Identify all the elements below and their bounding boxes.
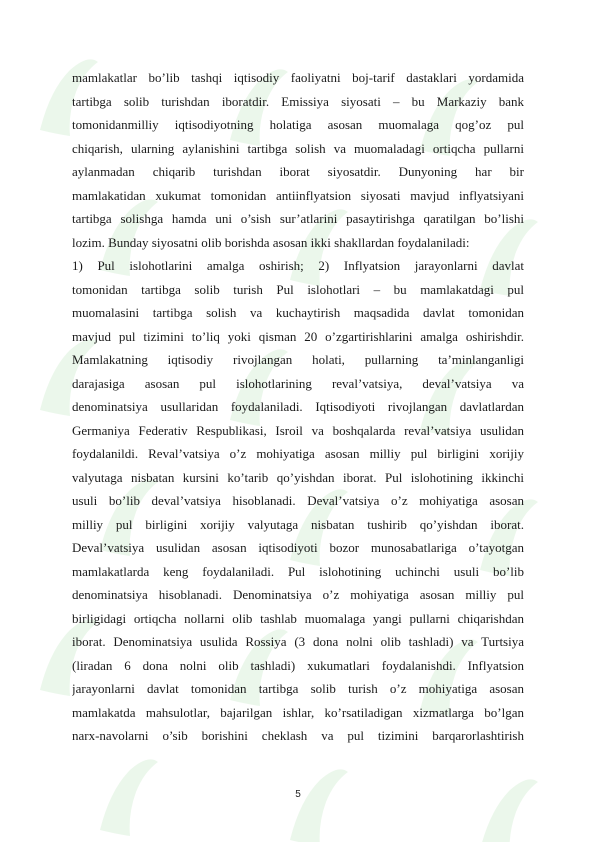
text-line: 1) Pul islohotlarini amalga oshirish; 2) Inflyatsion jarayonlarni davlat xyxy=(72,258,524,273)
text-line: tomonidanmilliy iqtisodiyotning holatiga asosan muomalaga qog’oz pul xyxy=(72,117,524,132)
text-line: muomalasini tartibga solish va kuchaytirish maqsadida davlat tomonidan xyxy=(72,305,524,320)
text-line: Mamlakatning iqtisodiy rivojlangan holati, pullarning ta’minlanganligi xyxy=(72,352,524,367)
text-line: denominatsiya usullaridan foydalaniladi. Iqtisodiyoti rivojlangan davlatlardan xyxy=(72,399,524,414)
text-line: (liradan 6 dona nolni olib tashladi) xukumatlari foydalanishdi. Inflyatsion xyxy=(72,657,524,673)
text-line: milliy pul birligini xorijiy valyutaga nisbatan tushirib qo’yishdan iborat. xyxy=(72,516,524,532)
text-line: lozim. Bunday siyosatni olib borishda asosan ikki shakllardan foydalaniladi: xyxy=(72,234,470,250)
watermark-leaf-shape xyxy=(290,769,348,842)
text-line: tartibga solib turishdan iboratdir. Emissiya siyosati – bu Markaziy bank xyxy=(72,93,524,109)
text-line: tomonidan tartibga solib turish Pul islohotlari – bu mamlakatdagi pul xyxy=(72,281,524,297)
page-number: 5 xyxy=(295,789,301,800)
text-line: narx-navolarni o’sib borishini cheklash va pul tizimini barqarorlashtirish xyxy=(72,728,524,743)
text-line: birligidagi ortiqcha nollarni olib tashlab muomalaga yangi pullarni chiqarishdan xyxy=(72,610,524,626)
text-line: denominatsiya hisoblanadi. Denominatsiya o’z mohiyatiga asosan milliy pul xyxy=(72,587,524,602)
text-line: mamlakatlarda keng foydalaniladi. Pul islohotining uchinchi usuli bo’lib xyxy=(72,563,524,579)
text-line: aylanmadan chiqarib turishdan iborat siyosatdir. Dunyoning har bir xyxy=(72,164,524,179)
text-line: mamlakatidan xukumat tomonidan antiinflyatsion siyosati mavjud inflyatsiyani xyxy=(72,187,524,203)
text-line: chiqarish, ularning aylanishini tartibga solish va muomaladagi ortiqcha pullarni xyxy=(72,140,524,156)
text-line: darajasiga asosan pul islohotlarining reval’vatsiya, deval’vatsiya va xyxy=(72,375,524,391)
body-text xyxy=(72,66,524,748)
text-line: tartibga solishga hamda uni o’sish sur’atlarini pasaytirishga qaratilgan bo’lishi xyxy=(72,211,524,226)
text-line: Germaniya Federativ Respublikasi, Isroil va boshqalarda reval’vatsiya usulidan xyxy=(72,422,524,438)
text-line: iborat. Denominatsiya usulida Rossiya (3 dona nolni olib tashladi) va Turtsiya xyxy=(72,634,524,649)
text-line: mavjud pul tizimini to’liq yoki qisman 20 o’zgartirishlarini amalga oshirishdir. xyxy=(72,328,524,344)
text-line: foydalanildi. Reval’vatsiya o’z mohiyatiga asosan milliy pul birligini xorijiy xyxy=(72,446,524,461)
text-line: mamlakatlar bo’lib tashqi iqtisodiy faoliyatni boj-tarif dastaklari yordamida xyxy=(72,70,524,85)
text-line: Deval’vatsiya usulidan asosan iqtisodiyoti bozor munosabatlariga o’tayotgan xyxy=(72,540,524,555)
text-line: valyutaga nisbatan kursini ko’tarib qo’yishdan iborat. Pul islohotining ikkinchi xyxy=(72,469,524,485)
text-line: usuli bo’lib deval’vatsiya hisoblanadi. Deval’vatsiya o’z mohiyatiga asosan xyxy=(72,493,524,508)
text-line: jarayonlarni davlat tomonidan tartibga solib turish o’z mohiyatiga asosan xyxy=(72,681,524,696)
text-line: mamlakatda mahsulotlar, bajarilgan ishlar, ko’rsatiladigan xizmatlarga bo’lgan xyxy=(72,704,524,720)
